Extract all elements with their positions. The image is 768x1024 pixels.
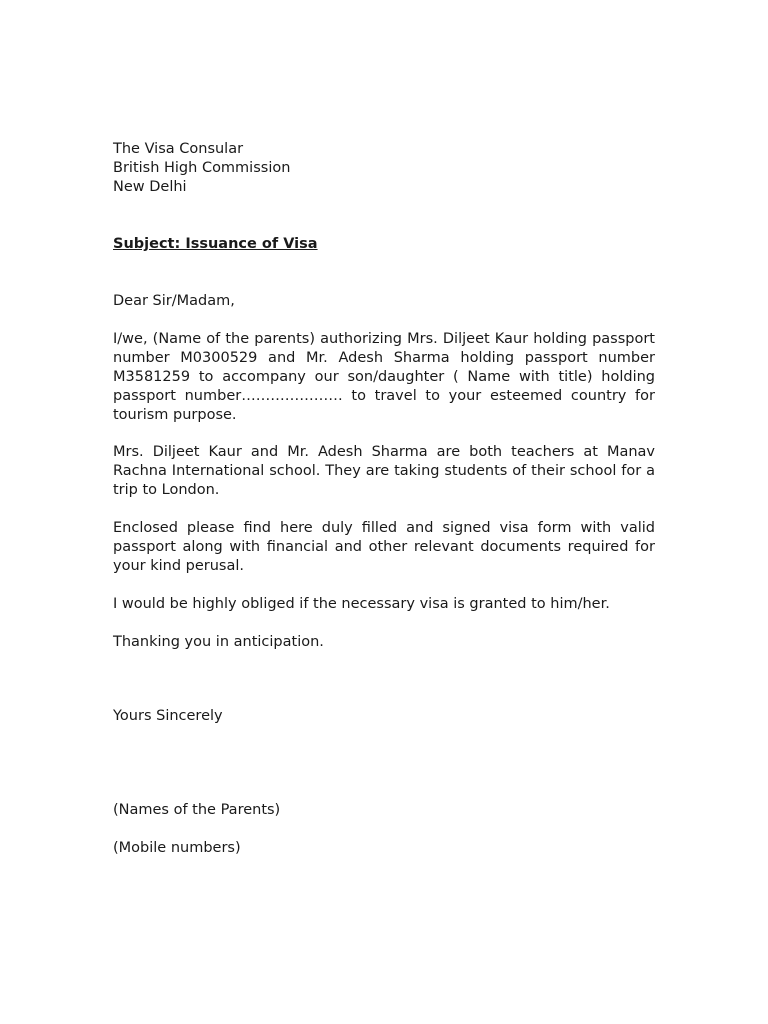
paragraph-authorization: I/we, (Name of the parents) authorizing Mrs. Diljeet Kaur holding passport number M0300529 and Mr. Adesh Sharma holding passport number M3581259 to accompany our son/daughter ( Name with title) holding passport number………………… to travel to your esteemed country for tourism purpose.: [113, 331, 655, 423]
closing: Yours Sincerely: [113, 708, 223, 724]
address-line-3: New Delhi: [113, 179, 187, 195]
signature-mobile: (Mobile numbers): [113, 840, 241, 856]
subject-line: Subject: Issuance of Visa: [113, 236, 318, 252]
paragraph-enclosures: Enclosed please find here duly filled and signed visa form with valid passport along with financial and other relevant documents required for your kind perusal.: [113, 520, 655, 574]
address-line-2: British High Commission: [113, 160, 291, 176]
paragraph-request: I would be highly obliged if the necessary visa is granted to him/her.: [113, 596, 610, 612]
recipient-address: [113, 140, 655, 197]
address-line-1: The Visa Consular: [113, 141, 244, 157]
signature-names: (Names of the Parents): [113, 802, 281, 818]
salutation: Dear Sir/Madam,: [113, 293, 235, 309]
paragraph-thanks: Thanking you in anticipation.: [113, 634, 324, 650]
paragraph-teachers: Mrs. Diljeet Kaur and Mr. Adesh Sharma are both teachers at Manav Rachna International school. They are taking students of their school for a trip to London.: [113, 444, 655, 498]
